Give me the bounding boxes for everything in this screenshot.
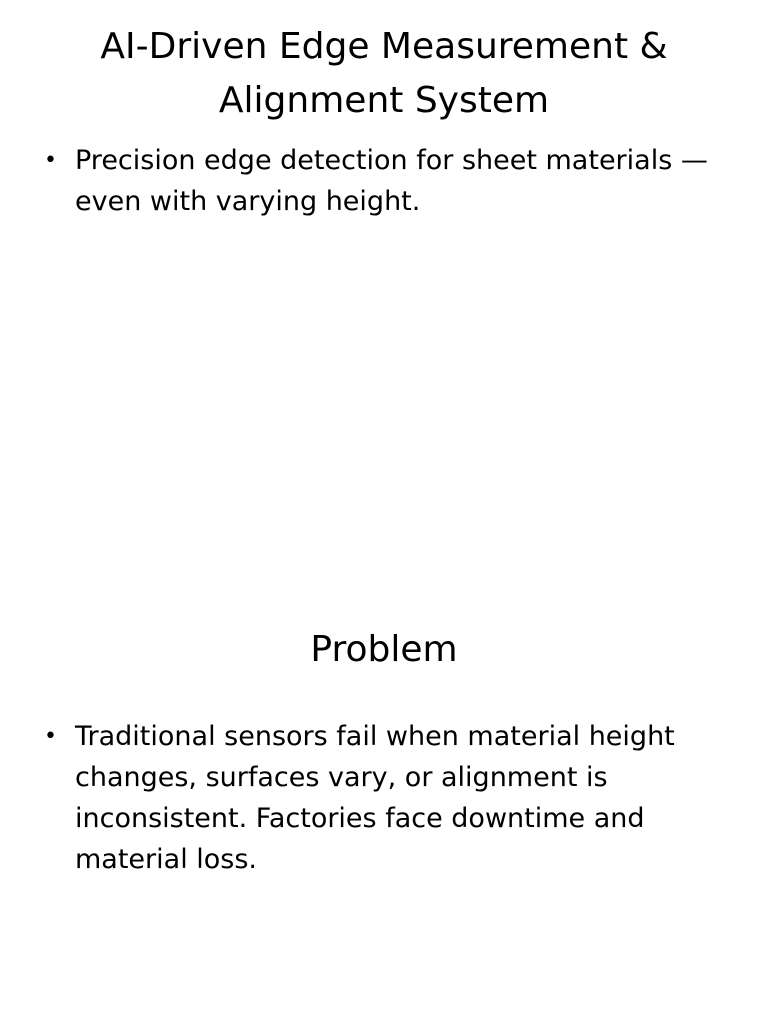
bullet-item xyxy=(40,140,720,222)
bullet-text: Precision edge detection for sheet materials — even with varying height. xyxy=(75,145,708,217)
bullet-text: Traditional sensors fail when material height changes, surfaces vary, or alignment is inconsistent. Factories face downtime and material loss. xyxy=(75,721,675,875)
slide-title: Problem xyxy=(310,629,458,670)
slide-title: AI-Driven Edge Measurement & Alignment System xyxy=(100,26,668,121)
slide-2 xyxy=(0,576,768,1024)
bullet-list xyxy=(40,716,720,880)
bullet-icon: • xyxy=(44,724,57,749)
bullet-icon: • xyxy=(44,148,57,173)
bullet-list xyxy=(40,140,720,222)
bullet-item xyxy=(40,716,720,880)
